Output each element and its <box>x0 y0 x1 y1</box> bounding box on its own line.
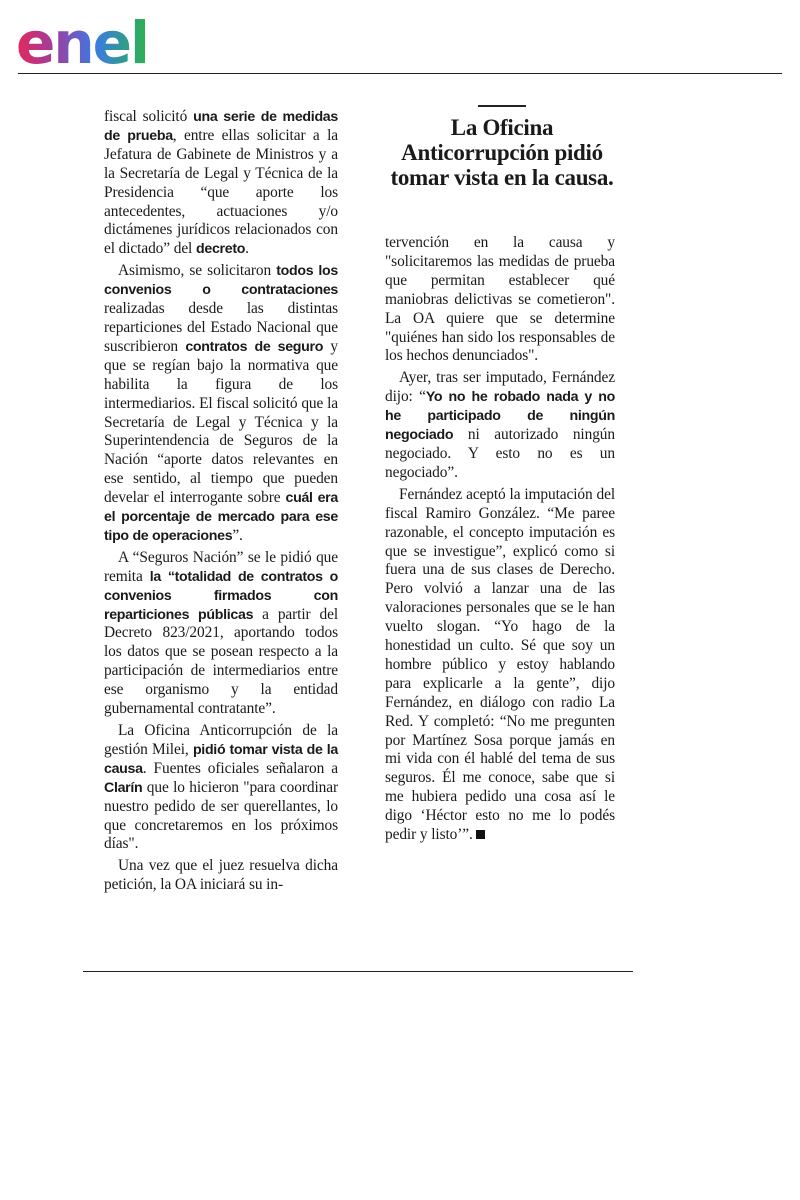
pull-quote: La Oficina Anticorrupción pidió tomar vista en la causa. <box>390 115 614 190</box>
text-run: que lo hicieron "para coordinar nuestro pedido de ser querellantes, lo que concretaremos en los próximos días". <box>104 778 338 853</box>
text-run: . Fuentes oficiales señalaron a <box>142 759 338 777</box>
text-run: . <box>245 240 249 258</box>
bold-text: todos los convenios o contrataciones <box>104 263 338 299</box>
paragraph <box>385 369 615 482</box>
text-run: a partir del Decreto 823/2021, aportando todos los datos que se posean respecto a la participación de intermediarios entre ese organismo y la entidad gubernamental contratante”. <box>104 605 338 718</box>
pull-quote-box <box>384 105 620 190</box>
bold-text: Yo no he robado nada y no he participado de ningún negociado <box>385 389 615 444</box>
bold-text: la “totalidad de contratos o convenios firmados con reparticiones públicas <box>104 568 338 623</box>
text-run: , entre ellas solicitar a la Jefatura de Gabinete de Ministros y a la Secretaría de Legal y Técnica de la Presidencia “que aporte los antecedentes, actuaciones y/o dictámenes jurídicos relacionados con el dictado” del <box>104 126 338 258</box>
bold-text: contratos de seguro <box>185 338 324 355</box>
footer-rule <box>83 971 633 972</box>
text-run: A “Seguros Nación” se le pidió que remita <box>104 548 338 585</box>
header-rule <box>18 73 782 74</box>
pull-quote-rule <box>478 105 526 107</box>
bold-text: pidió tomar vista de la causa <box>104 741 338 777</box>
paragraph <box>385 486 615 845</box>
bold-text: una serie de medidas de prueba <box>104 109 338 144</box>
logo-text: enel <box>16 9 148 70</box>
text-run: La Oficina Anticorrupción de la gestión Milei, <box>104 722 338 758</box>
text-run: Ayer, tras ser imputado, Fernández dijo: “ <box>385 369 615 406</box>
text-run: y que se regían bajo la normativa que habilita la figura de los intermediarios. El fiscal solicitó que la Secretaría de Legal y Técnica y la Superintendencia de Seguros de la Nación “aporte datos relevantes en ese sentido, al tiempo que pueden develar el interrogante sobre <box>104 337 338 507</box>
paragraph <box>104 857 338 895</box>
paragraph <box>385 234 615 366</box>
end-mark-icon <box>476 830 485 839</box>
text-run: ni autorizado ningún negociado. Y esto no es un negociado”. <box>385 426 615 481</box>
paragraph <box>104 262 338 546</box>
bold-text: decreto <box>195 241 246 258</box>
paragraph <box>104 108 338 259</box>
bold-text: cuál era el porcentaje de mercado para ese tipo de operaciones <box>104 490 338 544</box>
paragraph <box>104 722 338 854</box>
paragraph <box>104 549 338 719</box>
text-run: Una vez que el juez resuelva dicha petición, la OA iniciará su in- <box>104 857 338 894</box>
text-run: ”. <box>232 526 243 544</box>
text-run: realizadas desde las distintas reparticiones del Estado Nacional que suscribieron <box>104 300 338 355</box>
text-run: fiscal solicitó <box>104 108 194 125</box>
text-run: tervención en la causa y "solicitaremos las medidas de prueba que permitan establecer qué maniobras delictivas se cometieron". La OA quiere que se determine "quiénes han sido los responsables de los hechos denunciados". <box>385 234 615 365</box>
enel-logo <box>16 8 181 70</box>
text-run: Fernández aceptó la imputación del fiscal Ramiro González. “Me paree razonable, el concepto imputación es que se investigue”, explicó como si fuera una de sus clases de Derecho. Pero volvió a lanzar una de las valoraciones personales que se le han vuelto slogan. “Yo hago de la honestidad un culto. Sé que soy un hombre público y estoy hablando para explicarle a la gente”, dijo Fernández, en diálogo con radio La Red. Y completó: “No me pregunten por Martínez Sosa porque jamás en mi vida con él hablé del tema de sus seguros. Él me conoce, sabe que si me hubiera pedido una cosa así le digo ‘Héctor esto no me lo podés pedir y listo’”. <box>385 485 615 844</box>
article-column-right <box>385 234 615 848</box>
text-run: Asimismo, se solicitaron <box>118 262 277 280</box>
bold-text: Clarín <box>104 779 143 796</box>
article-column-left <box>104 108 338 898</box>
